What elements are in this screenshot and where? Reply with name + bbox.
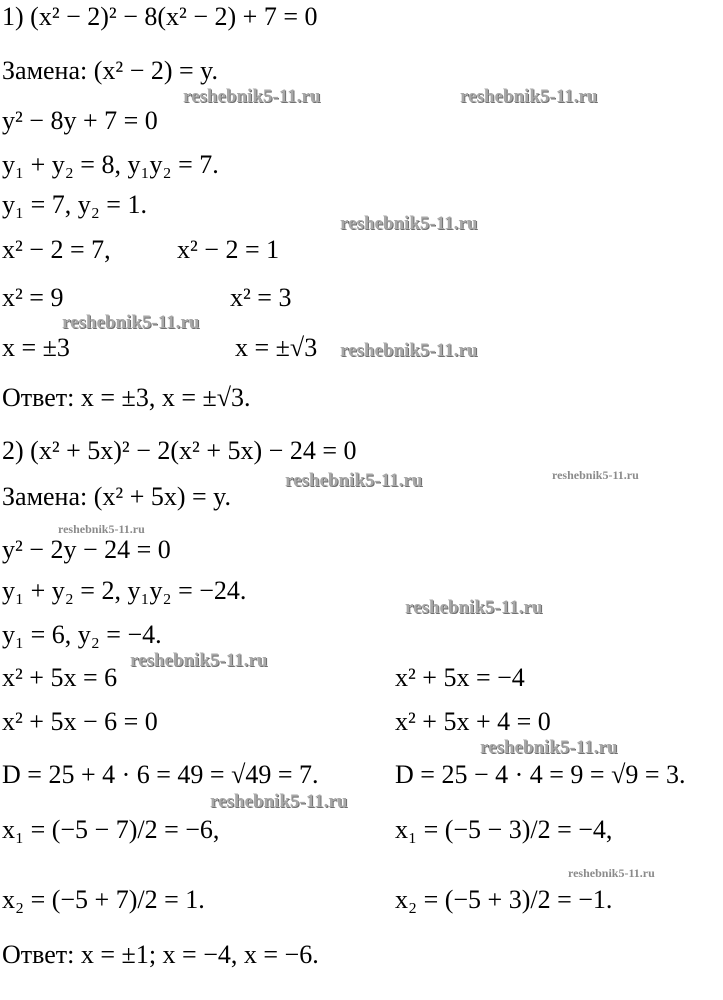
watermark: reshebnik5-11.ru [62, 312, 200, 333]
problem1-quadratic: y² − 8y + 7 = 0 [2, 106, 158, 135]
problem1-substitution: Замена: (x² − 2) = y. [2, 56, 218, 85]
problem2-x1 [2, 815, 613, 845]
problem2-x1-left: x₁ = (−5 − 7)/2 = −6, [2, 815, 220, 844]
problem2-std-left: x² + 5x − 6 = 0 [2, 707, 158, 736]
problem1-back-right: x² − 2 = 1 [177, 235, 280, 264]
problem2-x1-right: x₁ = (−5 − 3)/2 = −4, [395, 815, 613, 844]
problem2-quadratic: y² − 2y − 24 = 0 [2, 535, 171, 564]
problem2-x2 [2, 885, 613, 915]
watermark: reshebnik5-11.ru [285, 470, 423, 491]
problem2-equation: 2) (x² + 5x)² − 2(x² + 5x) − 24 = 0 [2, 436, 357, 465]
watermark: reshebnik5-11.ru [210, 791, 348, 812]
problem2-x2-left: x₂ = (−5 + 7)/2 = 1. [2, 885, 205, 914]
problem1-back-substitution [2, 235, 280, 265]
watermark: reshebnik5-11.ru [480, 737, 618, 758]
problem2-eq-right: x² + 5x = −4 [395, 663, 525, 692]
watermark: reshebnik5-11.ru [340, 340, 478, 361]
problem1-sol-right: x = ±√3 [235, 333, 318, 362]
problem1-sq-right: x² = 3 [230, 283, 292, 312]
problem2-answer: Ответ: x = ±1; x = −4, x = −6. [2, 940, 319, 969]
problem2-discriminants [2, 760, 686, 790]
problem2-equations [2, 663, 525, 693]
problem2-standard-form [2, 707, 551, 737]
watermark: reshebnik5-11.ru [568, 866, 655, 880]
watermark: reshebnik5-11.ru [183, 86, 321, 107]
problem1-sol-left: x = ±3 [2, 333, 70, 362]
problem1-answer: Ответ: x = ±3, x = ±√3. [2, 383, 251, 412]
problem2-std-right: x² + 5x + 4 = 0 [395, 707, 551, 736]
watermark: reshebnik5-11.ru [460, 86, 598, 107]
problem2-substitution: Замена: (x² + 5x) = y. [2, 482, 231, 511]
problem1-sq-left: x² = 9 [2, 283, 64, 312]
watermark: reshebnik5-11.ru [130, 650, 268, 671]
problem1-back-left: x² − 2 = 7, [2, 235, 111, 264]
problem2-eq-left: x² + 5x = 6 [2, 663, 118, 692]
watermark: reshebnik5-11.ru [552, 468, 639, 482]
problem2-disc-left: D = 25 + 4 · 6 = 49 = √49 = 7. [2, 760, 319, 789]
problem2-x2-right: x₂ = (−5 + 3)/2 = −1. [395, 885, 613, 914]
watermark: reshebnik5-11.ru [405, 597, 543, 618]
problem1-vieta: y₁ + y₂ = 8, y₁y₂ = 7. [2, 150, 219, 179]
problem2-disc-right: D = 25 − 4 · 4 = 9 = √9 = 3. [395, 760, 686, 789]
problem1-solutions [2, 333, 318, 363]
problem1-equation: 1) (x² − 2)² − 8(x² − 2) + 7 = 0 [2, 2, 318, 31]
problem1-roots: y₁ = 7, y₂ = 1. [2, 190, 147, 219]
watermark: reshebnik5-11.ru [58, 522, 145, 536]
problem2-vieta: y₁ + y₂ = 2, y₁y₂ = −24. [2, 576, 247, 605]
problem2-roots: y₁ = 6, y₂ = −4. [2, 620, 162, 649]
watermark: reshebnik5-11.ru [340, 213, 478, 234]
problem1-squares [2, 283, 292, 313]
